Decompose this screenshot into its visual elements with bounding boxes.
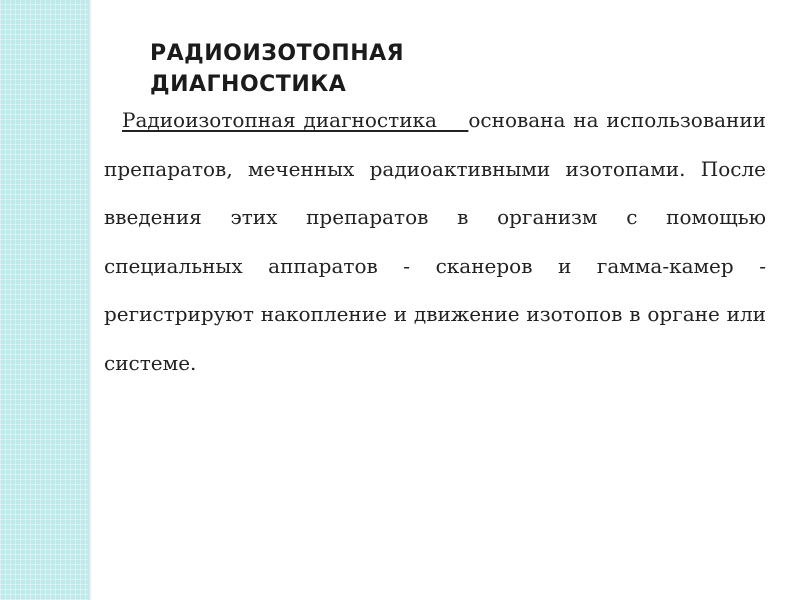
term-underline-gap — [437, 108, 468, 132]
definition-paragraph — [104, 96, 766, 387]
decorative-side-band — [0, 0, 88, 600]
highlighted-term: Радиоизотопная диагностика — [122, 108, 437, 132]
slide-title: РАДИОИЗОТОПНАЯ ДИАГНОСТИКА — [150, 41, 405, 97]
paragraph-body: основана на использовании препаратов, меченных радиоактивными изотопами. После введения этих препаратов в организм с помощью специальных аппаратов - сканеров и гамма-камер - регистрируют накопление и движение изотопов в органе или системе. — [104, 108, 767, 375]
